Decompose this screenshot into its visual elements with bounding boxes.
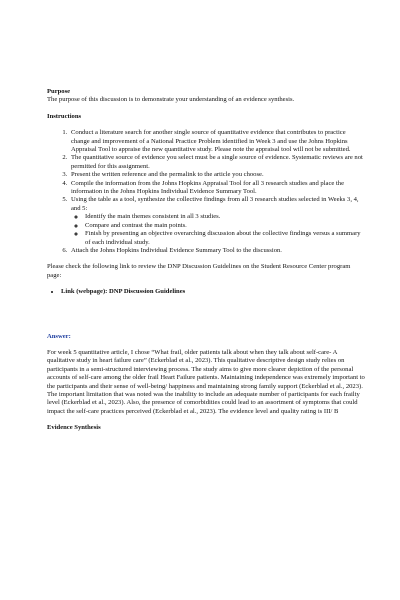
answer-text: For week 5 quantitative article, I chose “What frail, older patients talk about when they talk about self-care- A qualitative study in heart failure care” (Eckerblad et al., 2023). This qualitative descriptive design study relies on participants in a semi-structured interviewing process. The study aims to give more clearer depiction of the personal accounts of self-care among the older frail Heart Failure patients. Maintaining independence was extremely important to the participants and their sense of well-being/ happiness and maintaining strong family support (Eckerblad et al., 2023). The important limitation that was noted was the inability to include an adequate number of participants for each frailty level (Eckerblad et al., 2023). Also, the presence of comorbidities could lead to an assortment of symptoms that could impact the self-care practices perceived (Eckerblad et al., 2023). The evidence level and quality rating is III/ B: [47, 348, 365, 415]
instruction-item-text: Conduct a literature search for another single source of quantitative evidence that contributes to practice change and improvement of a National Practice Problem identified in Week 3 and use the Johns Hopkins Appraisal Tool to appraise the new quantitative study. Please note the appraisal tool will not be submitted.: [71, 129, 351, 154]
instruction-item: [69, 196, 365, 246]
instructions-heading: Instructions: [47, 112, 82, 120]
instruction-sub-item: ◦ Finish by presenting an objective overarching discussion about the collective findings versus a summary of each individual study.: [85, 230, 365, 247]
guidelines-link-item: [61, 288, 365, 296]
instruction-item: [69, 129, 365, 154]
instruction-item-text: The quantitative source of evidence you select must be a single source of evidence. Systematic reviews are not permitted for this assignment.: [71, 154, 363, 170]
instruction-item-text: Compile the information from the Johns Hopkins Appraisal Tool for all 3 research studies and place the information in the Johns Hopkins Individual Evidence Summary Tool.: [71, 179, 344, 196]
instruction-item: [69, 180, 365, 197]
answer-label: Answer:: [47, 332, 71, 340]
instruction-sub-list: [71, 213, 365, 247]
instruction-sub-item: ◦ Compare and contrast the main points.: [85, 222, 365, 230]
evidence-synthesis-heading: Evidence Synthesis: [47, 424, 101, 432]
guidelines-note: Please check the following link to review the DNP Discussion Guidelines on the Student Resource Center program page:: [47, 263, 351, 279]
purpose-text: The purpose of this discussion is to demonstrate your understanding of an evidence synthesis.: [47, 96, 295, 104]
instruction-item: [69, 247, 365, 255]
dnp-guidelines-link[interactable]: Link (webpage): DNP Discussion Guidelines: [61, 288, 186, 296]
instructions-list: [47, 129, 365, 255]
instruction-item-text: Attach the Johns Hopkins Individual Evidence Summary Tool to the discussion.: [71, 246, 282, 254]
instruction-item: [69, 154, 365, 171]
instruction-item: [69, 171, 365, 179]
instruction-sub-item: ◦ Identify the main themes consistent in all 3 studies.: [85, 213, 365, 221]
instruction-item-text: Using the table as a tool, synthesize the collective findings from all 3 research studies selected in Weeks 3, 4, and 5:: [71, 196, 359, 212]
document-page: [47, 88, 365, 433]
instruction-item-text: Present the written reference and the permalink to the article you choose.: [71, 171, 264, 179]
links-list: [47, 288, 365, 296]
purpose-heading: Purpose: [47, 88, 71, 95]
